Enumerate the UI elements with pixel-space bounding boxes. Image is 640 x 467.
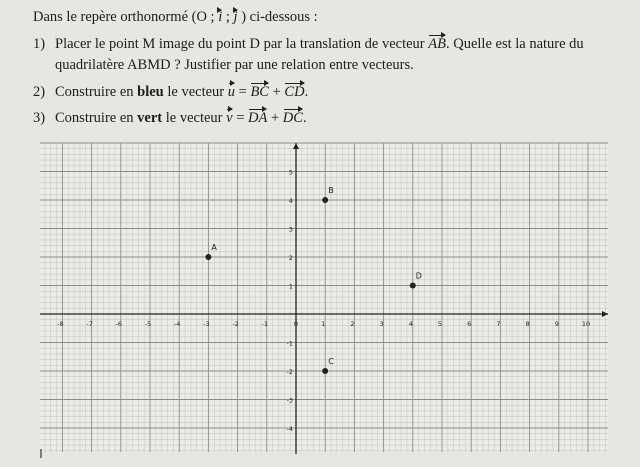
equals: =: [232, 110, 248, 126]
point-label-c: C: [328, 357, 334, 366]
x-tick-label: -5: [144, 320, 152, 328]
question-text-mid: le vecteur: [163, 84, 228, 100]
y-tick-label: 2: [288, 254, 293, 262]
x-tick-label: 2: [350, 320, 355, 328]
y-tick-label: -3: [286, 396, 293, 405]
x-tick-label: -8: [57, 320, 64, 328]
question-text-after: . Quelle est la nature du: [445, 36, 584, 52]
x-tick-label: 9: [554, 320, 559, 328]
plus: +: [267, 110, 283, 126]
intro-prefix: Dans le repère orthonormé (O ;: [33, 9, 219, 25]
equals: =: [235, 84, 251, 100]
y-tick-label: 5: [288, 168, 293, 177]
grid-background: [40, 143, 608, 452]
vector-da: DA: [248, 108, 267, 129]
x-tick-label: -4: [173, 320, 181, 328]
intro-sep: ;: [222, 9, 234, 25]
color-word: vert: [137, 110, 163, 126]
vector-v: v: [226, 108, 232, 129]
point-a: [205, 254, 211, 260]
x-tick-label: 4: [408, 320, 413, 328]
question-number: 3): [33, 110, 46, 126]
point-d: [410, 283, 416, 289]
vector-dc: DC: [283, 108, 303, 129]
x-tick-label: -1: [261, 320, 269, 328]
vector-i: i: [218, 9, 223, 25]
point-c: [322, 368, 328, 374]
question-number: 2): [33, 84, 46, 100]
x-tick-label: -7: [86, 320, 93, 328]
x-tick-label: 6: [467, 320, 472, 328]
period: .: [304, 84, 309, 100]
x-tick-label: 0: [293, 320, 299, 328]
vector-ab: AB: [428, 34, 446, 55]
question-text: Construire en: [55, 110, 138, 126]
x-tick-label: -2: [232, 320, 239, 328]
question-number: 1): [33, 36, 46, 52]
vector-j: j: [233, 9, 238, 25]
intro-suffix: ) ci-dessous :: [237, 9, 318, 25]
x-tick-label: 3: [379, 320, 384, 328]
y-tick-label: 1: [288, 282, 293, 291]
point-label-b: B: [328, 186, 334, 195]
question-text: Placer le point M image du point D par la translation de vecteur: [55, 36, 429, 52]
y-tick-label: 4: [288, 197, 293, 205]
point-b: [322, 197, 328, 203]
point-label-d: D: [415, 271, 422, 281]
x-tick-label: 10: [581, 320, 591, 328]
color-word: bleu: [137, 84, 164, 100]
period: .: [302, 110, 307, 126]
x-tick-label: 5: [437, 320, 443, 328]
question-line-2: quadrilatère ABMD ? Justifier par une relation entre vecteurs.: [55, 57, 414, 73]
x-tick-label: 8: [525, 320, 530, 328]
plus: +: [268, 84, 285, 100]
x-tick-label: -3: [203, 320, 210, 328]
x-tick-label: 7: [496, 320, 501, 328]
vector-cd: CD: [284, 82, 304, 103]
y-tick-label: 3: [288, 225, 293, 234]
question-text: Construire en: [55, 84, 138, 100]
y-tick-label: -4: [286, 425, 293, 433]
y-tick-label: -1: [286, 339, 293, 348]
x-tick-label: -6: [115, 320, 123, 328]
point-label-a: A: [211, 243, 217, 252]
question-text-mid: le vecteur: [162, 110, 227, 126]
vector-u: u: [228, 82, 235, 103]
y-tick-label: -2: [286, 368, 293, 376]
x-tick-label: 1: [321, 320, 326, 328]
vector-bc: BC: [250, 82, 269, 103]
